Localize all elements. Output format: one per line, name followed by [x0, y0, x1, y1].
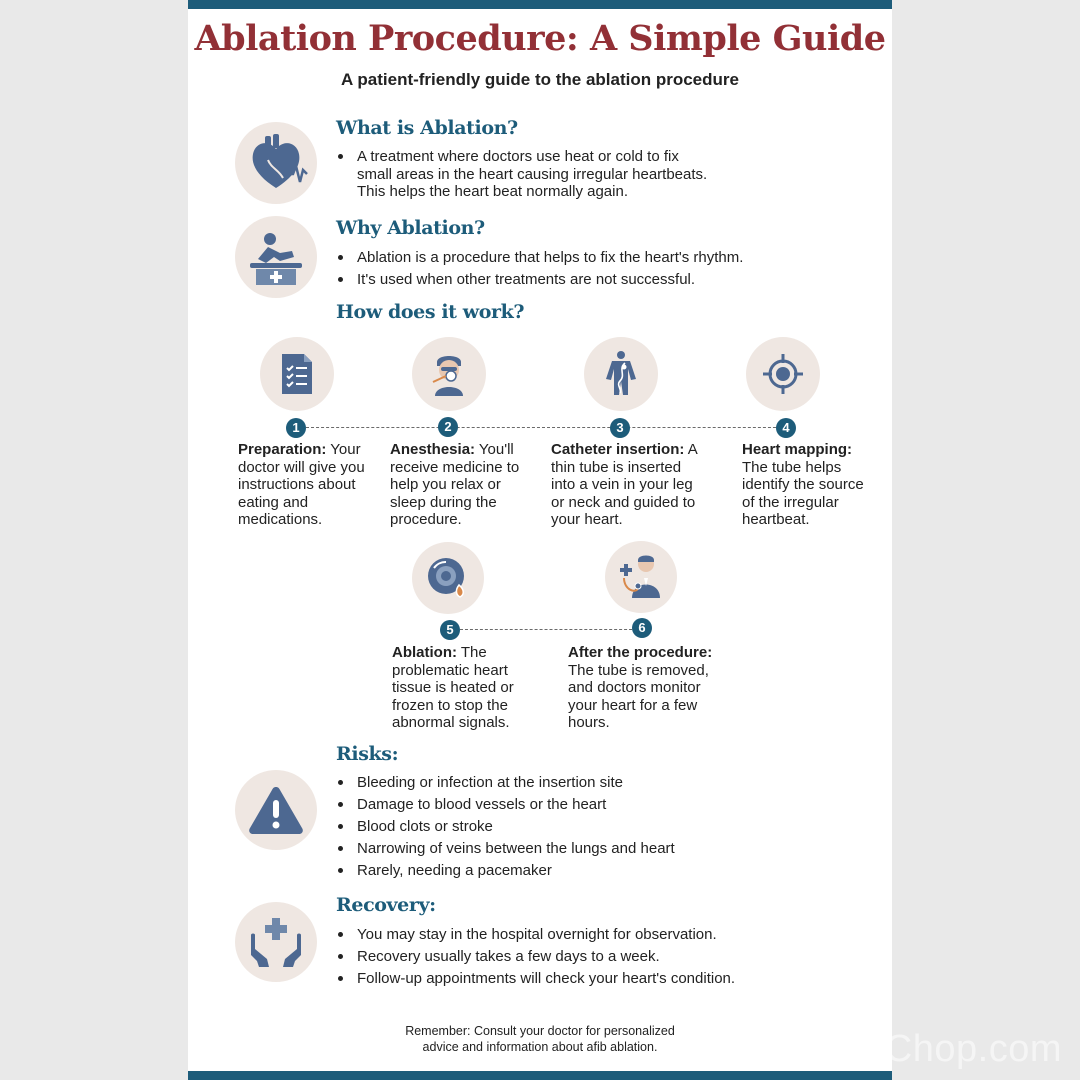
- step-number-3: 3: [610, 418, 630, 438]
- step-number-6: 6: [632, 618, 652, 638]
- step-title: Heart mapping:: [742, 441, 853, 458]
- step-1-text: Preparation: Your doctor will give you instructions about eating and medications.: [238, 441, 365, 528]
- how-heading: How does it work?: [336, 301, 525, 323]
- step-number-4: 4: [776, 418, 796, 438]
- timeline-line: [306, 427, 786, 428]
- list-item: Follow-up appointments will check your heart's condition.: [336, 970, 796, 988]
- footer-line-1: Remember: Consult your doctor for personalized: [405, 1024, 675, 1038]
- warning-icon: [235, 770, 317, 850]
- heart-icon: [235, 122, 317, 204]
- doctor-stethoscope-icon: [605, 541, 677, 613]
- target-icon: [746, 337, 820, 411]
- timeline-line: [460, 629, 642, 630]
- list-item: It's used when other treatments are not successful.: [336, 271, 796, 289]
- step-4-text: Heart mapping: The tube helps identify the source of the irregular heartbeat.: [742, 441, 864, 528]
- anesthesia-mask-icon: [412, 337, 486, 411]
- checklist-icon: [260, 337, 334, 411]
- watermark: PosterMyChop.com: [720, 1028, 1062, 1070]
- step-title: Ablation:: [392, 644, 457, 661]
- step-title: Anesthesia:: [390, 441, 476, 458]
- top-bar: [188, 0, 892, 9]
- list-item: Ablation is a procedure that helps to fix the heart's rhythm.: [336, 249, 796, 267]
- list-item: Rarely, needing a pacemaker: [336, 862, 796, 880]
- list-item: Narrowing of veins between the lungs and heart: [336, 840, 796, 858]
- list-item: Recovery usually takes a few days to a week.: [336, 948, 796, 966]
- why-bullets: [336, 249, 796, 293]
- list-item: You may stay in the hospital overnight for observation.: [336, 926, 796, 944]
- step-title: After the procedure:: [568, 644, 713, 661]
- step-title: Preparation:: [238, 441, 327, 458]
- body-catheter-icon: [584, 337, 658, 411]
- step-3-text: Catheter insertion: A thin tube is inserted into a vein in your leg or neck and guided to your heart.: [551, 441, 697, 528]
- ablation-tissue-icon: [412, 542, 484, 614]
- footer-line-2: advice and information about afib ablation.: [422, 1040, 658, 1054]
- patient-bed-icon: [235, 216, 317, 298]
- recovery-heading: Recovery:: [336, 894, 436, 916]
- step-number-2: 2: [438, 417, 458, 437]
- risks-heading: Risks:: [336, 743, 399, 765]
- list-item: A treatment where doctors use heat or cold to fix small areas in the heart causing irregular heartbeats. This helps the heart beat normally again.: [336, 148, 716, 201]
- bottom-bar: [188, 1071, 892, 1080]
- recovery-bullets: [336, 926, 796, 992]
- what-heading: What is Ablation?: [336, 117, 518, 139]
- care-hands-icon: [235, 902, 317, 982]
- list-item: Bleeding or infection at the insertion site: [336, 774, 796, 792]
- guide-page: [188, 0, 892, 1080]
- list-item: Damage to blood vessels or the heart: [336, 796, 796, 814]
- why-heading: Why Ablation?: [336, 217, 485, 239]
- step-6-text: After the procedure: The tube is removed, and doctors monitor your heart for a few hours.: [568, 644, 713, 731]
- page-title: Ablation Procedure: A Simple Guide: [194, 18, 886, 59]
- risks-bullets: [336, 774, 796, 884]
- step-2-text: Anesthesia: You'll receive medicine to help you relax or sleep during the procedure.: [390, 441, 520, 528]
- step-number-5: 5: [440, 620, 460, 640]
- page-subtitle: A patient-friendly guide to the ablation procedure: [341, 70, 739, 89]
- list-item: Blood clots or stroke: [336, 818, 796, 836]
- step-5-text: Ablation: The problematic heart tissue is heated or frozen to stop the abnormal signals.: [392, 644, 514, 731]
- step-number-1: 1: [286, 418, 306, 438]
- what-bullets: [336, 148, 716, 201]
- step-title: Catheter insertion:: [551, 441, 685, 458]
